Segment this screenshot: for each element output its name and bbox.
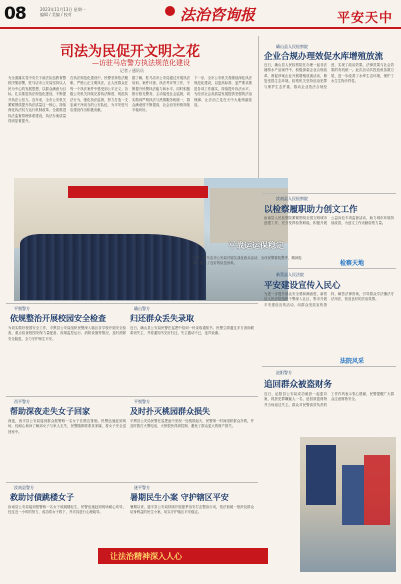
right-article-4-kicker: 泌阳警方 — [276, 370, 292, 375]
right-article-3-body: 为进一步提升群众安全感和满意度，新蔡县人民法院组织干警深入社区、集市开展平安建设宣传活动，向群众发放宣传资料，解答法律咨询，引导群众学法懂法守法用法，营造良好的法治氛围。 — [264, 292, 394, 307]
right-tag-2: 法院风采 — [340, 358, 365, 365]
left-article-6-kicker: 遂平警方 — [134, 485, 150, 490]
page-number: 08 — [4, 4, 26, 24]
right-article-1-title: 企业合规办理效促水库增殖放流 — [264, 52, 384, 62]
left-article-2-body: 近日，确山县公安局民警在巡逻中拾到一份录取通知书，民警立即通过多方查询联系到失主，并将通知书完好归还，失主激动不已，连声致谢。 — [130, 326, 254, 336]
police-formation — [20, 234, 206, 300]
lead-body-col-3: 据了解，驻马店市公安局通过开展执法培训、案件评查、执法考评等工作，不断提升民警执法能力和水平。同时积极推行阳光警务，主动接受社会监督，切实做到严格执法与热情服务相统一，群众满意度不断提高，社会治安形势持续平稳向好。 — [132, 76, 190, 113]
right-article-2-title: 以检察履职助力创文工作 — [264, 205, 358, 215]
right-news-photo — [300, 437, 396, 572]
left-article-3-body: 深夜，西平县公安局接到群众报警称一名女子在路边徘徊。民警迅速赶到现场，经耐心询问了解到女子与家人走失，民警随即联系其家属，将女子安全送回家中。 — [8, 419, 126, 434]
right-divider-2 — [262, 268, 396, 269]
right-divider-1 — [262, 193, 396, 194]
left-article-6-body: 暑期以来，遂平县公安局持续开展夏季治安打击整治行动，依法侦破一批涉及群众切身利益的民生小案，切实守护辖区平安稳定。 — [130, 505, 254, 515]
right-article-3-title: 平安建设宣传入民心 — [264, 281, 341, 291]
lead-body-col-1: 为全面落实党中央关于政法队伍教育整顿决策部署，驻马店市公安局坚持以人民为中心的发展思想，以群众满意为目标，扎实推进执法规范化建设，不断提升执法公信力。近年来，全市公安机关紧紧围绕提升执法质量这一核心，持续深化执法权力运行机制改革，全面推进执法监督管理体系建设，执法办案质量得到显著提升。 — [8, 76, 66, 124]
left-article-3-title: 帮助深夜走失女子回家 — [10, 406, 90, 416]
section-title: 平安天中 — [336, 11, 393, 26]
left-article-4-kicker: 平舆警方 — [134, 399, 150, 404]
left-article-4-body: 平舆县公安局民警在巡逻途中发现一处桃园起火，民警第一时间组织群众扑救，并及时拨打火警电话，火势很快得到控制，避免了群众更大的财产损失。 — [130, 419, 254, 429]
left-article-6-title: 暑期民生小案 守护辖区平安 — [130, 492, 229, 502]
right-article-2-kicker: 汝南县人民检察院 — [276, 196, 308, 201]
header-rule — [0, 27, 401, 29]
lead-subtitle: —访驻马店警方执法规范化建设 — [92, 59, 190, 67]
lead-title: 司法为民促开文明之花 — [60, 44, 200, 60]
lead-body-col-4: 下一步，全市公安机关将继续深化执法规范化建设，以更高标准、更严要求推进各项工作落实，持续提升执法水平，为经济社会高质量发展提供坚强的法治保障，让法治之花在天中大地绚丽绽放。 — [194, 76, 252, 108]
page-header — [0, 0, 401, 30]
logo-emblem-icon — [165, 6, 175, 16]
left-article-5-title: 救助讨债跳楼女子 — [10, 492, 74, 502]
left-article-5-kicker: 汝南县警方 — [14, 485, 34, 490]
main-news-photo — [14, 178, 288, 301]
left-article-2-kicker: 确山警方 — [134, 306, 150, 311]
left-article-5-body: 汝南县公安局接到报警称一名女子欲跳楼轻生，民警迅速赶到现场耐心劝导，经过近一小时的努力，成功将女子救下，并对其进行心理疏导。 — [8, 505, 126, 515]
mid-divider — [6, 303, 258, 304]
right-article-4-title: 追回群众被盗财务 — [264, 380, 333, 390]
left-article-4-title: 及时扑灭桃园群众损失 — [130, 406, 210, 416]
photo-caption: 近日，驻马店市公安局开展实战化练兵活动，全体民警着装整齐，精神饱满，展示了良好的队伍形象。 — [193, 256, 302, 265]
left-divider-2 — [6, 482, 258, 483]
left-divider-1 — [6, 396, 258, 397]
date-block: 2023年11月13日 星期一 编辑 / 美编 / 校对 — [40, 7, 86, 17]
footer-banner-text: 让法治精神深入人心 — [110, 552, 182, 561]
right-divider-3 — [262, 366, 396, 367]
lead-byline: 记者 / 通讯员 — [120, 68, 144, 73]
left-article-1-body: 为切实做好校园安全工作，平舆县公安局组织民警深入辖区各学校开展安全检查，重点检查校园安保力量配备、视频监控运行、消防设施等情况，及时消除安全隐患，全力守护师生平安。 — [8, 326, 126, 341]
left-article-1-kicker: 平舆警方 — [14, 306, 30, 311]
right-tag-1: 检察天地 — [340, 260, 365, 267]
lead-body-col-2: 在执法规范化建设中，民警坚持依法履职，严格公正文明执法，让人民群众在每一个执法案件中感受到公平正义。各级公安机关持续完善执法制度，规范执法行为，强化执法监督，努力打造一支忠诚干净担当的公安队伍，为平安驻马店建设作出积极贡献。 — [70, 76, 128, 113]
right-article-1-kicker: 确山县人民检察院 — [276, 44, 308, 49]
masthead-logo: 法治咨询报 — [180, 6, 256, 24]
right-article-1-body: 近日，确山县人民检察院在办理一起非法捕捞水产品案件中，积极探索企业合规改革，督促涉案企业开展增殖放流活动，修复受损生态环境。检察机关坚持惩治犯罪与保护生态并重，推动企业依法合规经营，实现了政治效果、法律效果与社会效果的有机统一。此次活动共投放鱼苗数万尾，进一步改善了水库生态环境，保护了水生生物多样性。 — [264, 63, 394, 89]
footer-banner — [98, 548, 268, 564]
right-article-4-body: 近日，泌阳县公安局成功破获一起盗窃案，抓获犯罪嫌疑人一名，追回被盗财物并当场返还失主。群众对民警高效负责的工作作风表示衷心感谢，民警提醒广大群众注意财物安全。 — [264, 392, 394, 407]
left-article-2-title: 归还群众丢失录取 — [130, 313, 194, 323]
right-article-2-body: 汝南县人民检察院紧紧围绕全国文明城市创建工作，充分发挥检察职能，积极开展公益诉讼专项监督活动，助力城市环境持续改善，为创文工作贡献检察力量。 — [264, 216, 394, 226]
photo-banner-text: 平战运运保稳定 — [228, 241, 284, 250]
left-article-1-title: 依规整治开展校园安全检查 — [10, 313, 106, 323]
right-article-3-kicker: 新蔡县人民法院 — [276, 272, 304, 277]
left-article-3-kicker: 西平警方 — [14, 399, 30, 404]
